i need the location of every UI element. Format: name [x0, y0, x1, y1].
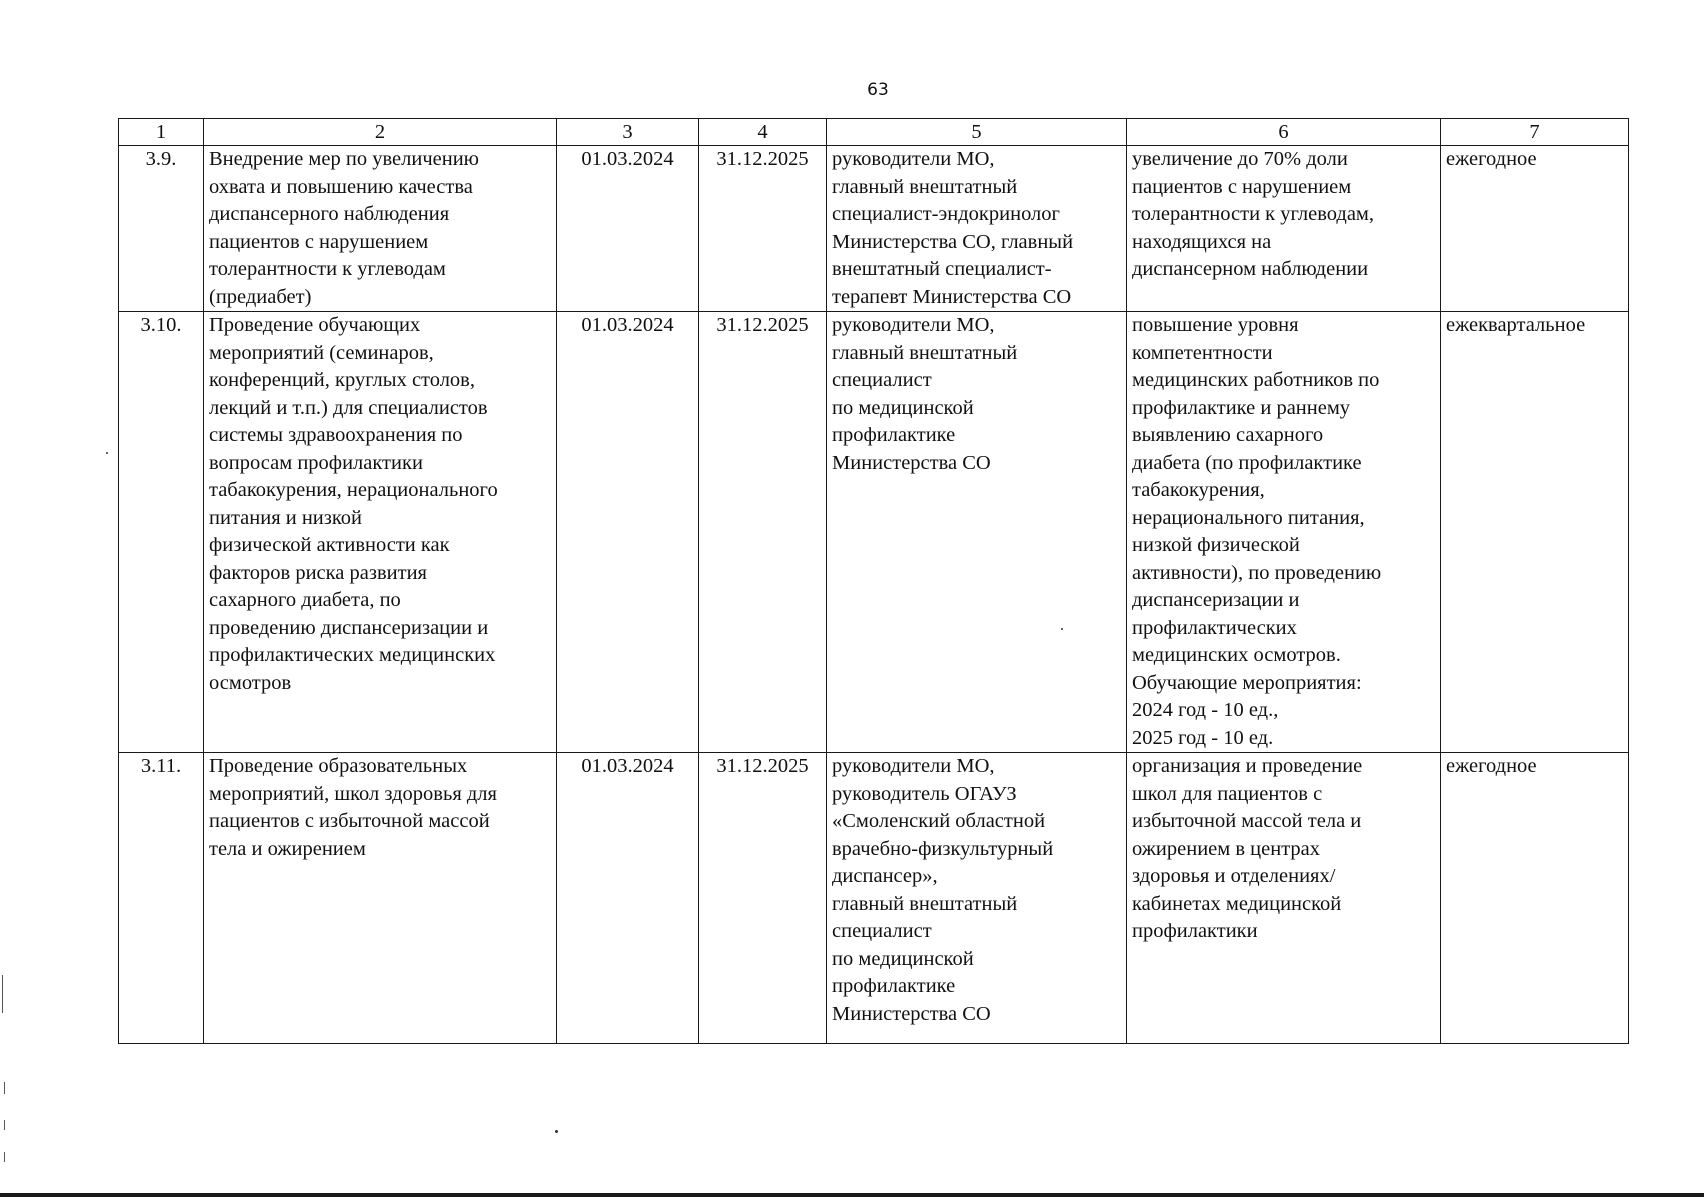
activity-cell [204, 753, 557, 1044]
page-bottom-rule [0, 1193, 1704, 1197]
text-line: здоровья и отделениях/ [1132, 865, 1336, 887]
column-number-row [119, 119, 1629, 146]
text-line: организация и проведение [1132, 755, 1363, 777]
text-line: физической активности как [209, 534, 450, 556]
text-line: пациентов с избыточной массой [209, 810, 490, 832]
text-line: толерантности к углеводам, [1132, 203, 1375, 225]
text-line: Внедрение мер по увеличению [209, 148, 479, 170]
text-line: увеличение до 70% доли [1132, 148, 1348, 170]
end-date: 31.12.2025 [699, 753, 827, 1044]
text-line: питания и низкой [209, 506, 363, 529]
text-line: тела и ожирением [209, 837, 366, 860]
column-number-header: 7 [1441, 119, 1629, 146]
frequency-cell: ежегодное [1441, 146, 1629, 312]
text-line: специалист [832, 920, 932, 942]
text-line: специалист-эндокринолог [832, 203, 1060, 225]
text-line: Проведение образовательных [209, 755, 468, 777]
scan-margin-mark [4, 1082, 5, 1094]
text-line: диабета (по профилактике [1132, 451, 1362, 474]
item-number: 3.10. [119, 312, 204, 753]
scan-margin-mark [2, 975, 3, 1013]
activity-cell [204, 146, 557, 312]
text-line: по медицинской [832, 396, 974, 419]
start-date: 01.03.2024 [557, 753, 699, 1044]
text-line: ожирением в центрах [1132, 837, 1321, 860]
responsible-cell [827, 146, 1127, 312]
text-line: табакокурения, [1132, 479, 1265, 501]
text-line: Министерства СО [832, 451, 991, 474]
text-line: главный внештатный [832, 892, 1018, 915]
text-line: конференций, круглых столов, [209, 369, 475, 391]
text-line: «Смоленский областной [832, 810, 1046, 832]
text-line: низкой физической [1132, 534, 1300, 556]
text-line: медицинских работников по [1132, 369, 1380, 391]
scan-speck [555, 1130, 558, 1133]
text-line: профилактики [1132, 920, 1258, 942]
start-date: 01.03.2024 [557, 312, 699, 753]
text-line: внештатный специалист- [832, 258, 1052, 280]
text-line: охвата и повышению качества [209, 175, 473, 198]
text-line: мероприятий (семинаров, [209, 341, 434, 364]
text-line: руководители МО, [832, 755, 995, 777]
responsible-cell [827, 312, 1127, 753]
result-cell [1127, 753, 1441, 1044]
scan-margin-mark [4, 1120, 5, 1130]
column-number-header: 1 [119, 119, 204, 146]
text-line: пациентов с нарушением [1132, 175, 1352, 198]
action-plan-table [118, 118, 1629, 1044]
text-line: повышение уровня [1132, 314, 1299, 336]
text-line: профилактике [832, 424, 956, 446]
start-date: 01.03.2024 [557, 146, 699, 312]
text-line: руководители МО, [832, 148, 995, 170]
text-line: главный внештатный [832, 341, 1018, 364]
text-line: осмотров [209, 671, 292, 694]
text-line: проведению диспансеризации и [209, 616, 489, 639]
responsible-cell [827, 753, 1127, 1044]
text-line: пациентов с нарушением [209, 230, 429, 253]
text-line: (предиабет) [209, 285, 312, 308]
item-number: 3.11. [119, 753, 204, 1044]
text-line: Проведение обучающих [209, 314, 421, 336]
frequency-cell: ежеквартальное [1441, 312, 1629, 753]
table-row [119, 146, 1629, 312]
text-line: толерантности к углеводам [209, 258, 446, 280]
text-line: профилактике [832, 975, 956, 997]
scan-margin-mark [4, 1152, 5, 1162]
text-line: системы здравоохранения по [209, 424, 463, 446]
text-line: вопросам профилактики [209, 451, 423, 474]
text-line: главный внештатный [832, 175, 1018, 198]
text-line: по медицинской [832, 947, 974, 970]
text-line: профилактических [1132, 616, 1297, 639]
text-line: нерационального питания, [1132, 506, 1365, 529]
text-line: 2025 год - 10 ед. [1132, 726, 1274, 749]
text-line: лекций и т.п.) для специалистов [209, 396, 488, 419]
text-line: выявлению сахарного [1132, 424, 1324, 446]
text-line: кабинетах медицинской [1132, 892, 1342, 915]
text-line: диспансеризации и [1132, 589, 1300, 611]
text-line: активности), по проведению [1132, 561, 1382, 584]
text-line: компетентности [1132, 341, 1273, 364]
text-line: находящихся на [1132, 230, 1272, 253]
text-line: школ для пациентов с [1132, 782, 1323, 805]
text-line: руководители МО, [832, 314, 995, 336]
text-line: терапевт Министерства СО [832, 285, 1072, 308]
text-line: табакокурения, нерационального [209, 479, 498, 501]
text-line: мероприятий, школ здоровья для [209, 782, 497, 805]
text-line: диспансерного наблюдения [209, 203, 450, 225]
end-date: 31.12.2025 [699, 146, 827, 312]
column-number-header: 2 [204, 119, 557, 146]
text-line: сахарного диабета, по [209, 589, 401, 611]
text-line: руководитель ОГАУЗ [832, 782, 1017, 805]
text-line: избыточной массой тела и [1132, 810, 1362, 832]
text-line: диспансер», [832, 865, 938, 887]
column-number-header: 3 [557, 119, 699, 146]
result-cell [1127, 146, 1441, 312]
item-number: 3.9. [119, 146, 204, 312]
result-cell [1127, 312, 1441, 753]
text-line: специалист [832, 369, 932, 391]
column-number-header: 6 [1127, 119, 1441, 146]
text-line: диспансерном наблюдении [1132, 258, 1369, 280]
text-line: Министерства СО, главный [832, 230, 1074, 253]
frequency-cell: ежегодное [1441, 753, 1629, 1044]
text-line: профилактических медицинских [209, 644, 496, 666]
page-number: 63 [867, 80, 889, 100]
scan-speck [1061, 628, 1063, 630]
column-number-header: 5 [827, 119, 1127, 146]
activity-cell [204, 312, 557, 753]
text-line: профилактике и раннему [1132, 396, 1351, 419]
scan-speck [106, 452, 108, 454]
table-row [119, 312, 1629, 753]
text-line: медицинских осмотров. [1132, 644, 1341, 666]
text-line: факторов риска развития [209, 561, 427, 584]
text-line: Обучающие мероприятия: [1132, 671, 1362, 694]
text-line: 2024 год - 10 ед., [1132, 699, 1279, 721]
text-line: врачебно-физкультурный [832, 837, 1054, 860]
table-row [119, 753, 1629, 1044]
column-number-header: 4 [699, 119, 827, 146]
text-line: Министерства СО [832, 1002, 991, 1025]
end-date: 31.12.2025 [699, 312, 827, 753]
